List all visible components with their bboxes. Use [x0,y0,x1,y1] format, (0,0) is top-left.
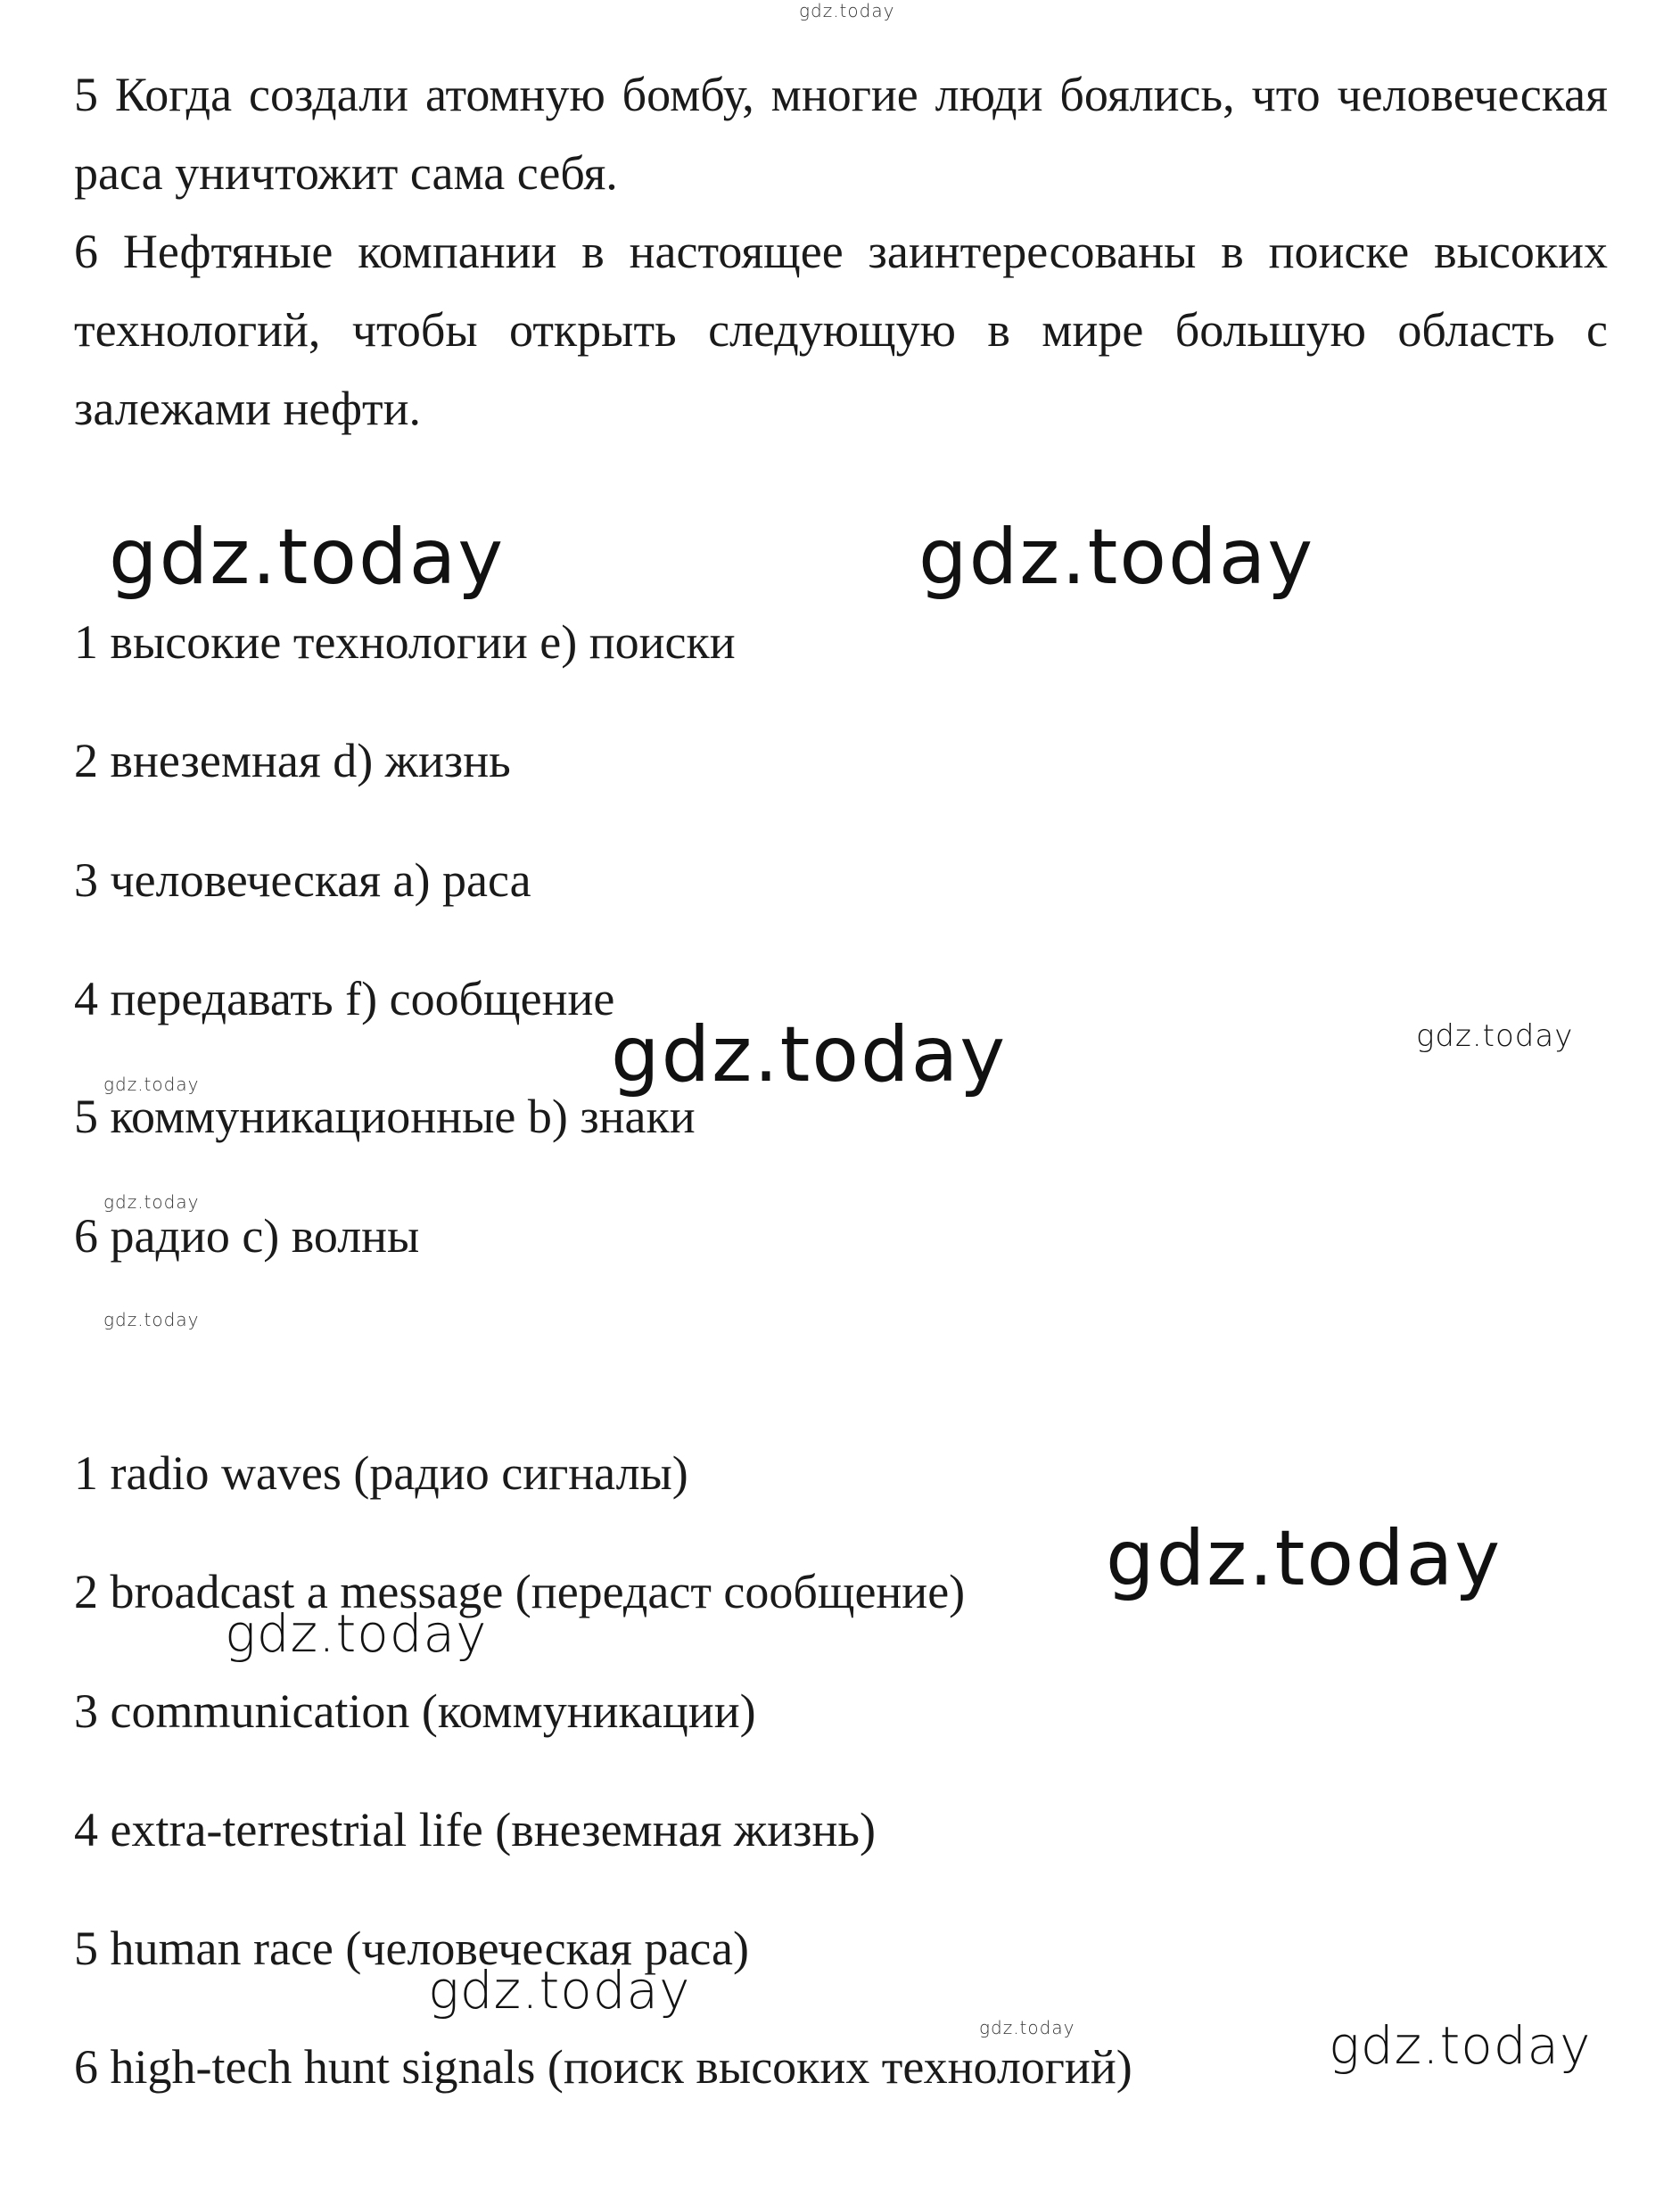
match-item-1: 1 высокие технологии e) поиски [74,615,736,669]
watermark: gdz.today [611,1010,1008,1099]
paragraph-5: 5 Когда создали атомную бомбу, многие люди боялись, что человеческая раса уничтожит сама себя. [74,68,1608,200]
watermark: gdz.today [103,1074,200,1095]
match-item-5: 5 коммуникационные b) знаки [74,1090,696,1143]
watermark: gdz.today [225,1603,488,1664]
phrase-item-3: 3 communication (коммуникации) [74,1684,756,1738]
phrase-item-1: 1 radio waves (радио сигналы) [74,1446,688,1500]
watermark: gdz.today [799,0,895,21]
paragraph-6: 6 Нефтяные компании в настоящее заинтересованы в поиске высоких технологий, чтобы открыть следующую в мире большую область с залежами нефти. [74,225,1608,435]
match-item-2: 2 внеземная d) жизнь [74,734,511,787]
match-item-4: 4 передавать f) сообщение [74,972,615,1025]
watermark: gdz.today [109,513,506,602]
watermark: gdz.today [428,1960,691,2021]
match-item-6: 6 радио c) волны [74,1209,420,1263]
watermark: gdz.today [103,1309,200,1330]
phrase-item-4: 4 extra-terrestrial life (внеземная жизнь) [74,1803,876,1856]
watermark: gdz.today [103,1191,200,1213]
watermark: gdz.today [918,513,1315,602]
phrase-item-2: 2 broadcast a message (передаст сообщение) [74,1565,966,1618]
watermark: gdz.today [979,2017,1075,2038]
watermark: gdz.today [1416,1018,1574,1054]
match-item-3: 3 человеческая a) раса [74,853,531,907]
phrase-item-6: 6 high-tech hunt signals (поиск высоких технологий) [74,2040,1132,2094]
phrase-item-5: 5 human race (человеческая раса) [74,1922,749,1975]
watermark: gdz.today [1329,2015,1592,2076]
watermark: gdz.today [1106,1514,1503,1603]
